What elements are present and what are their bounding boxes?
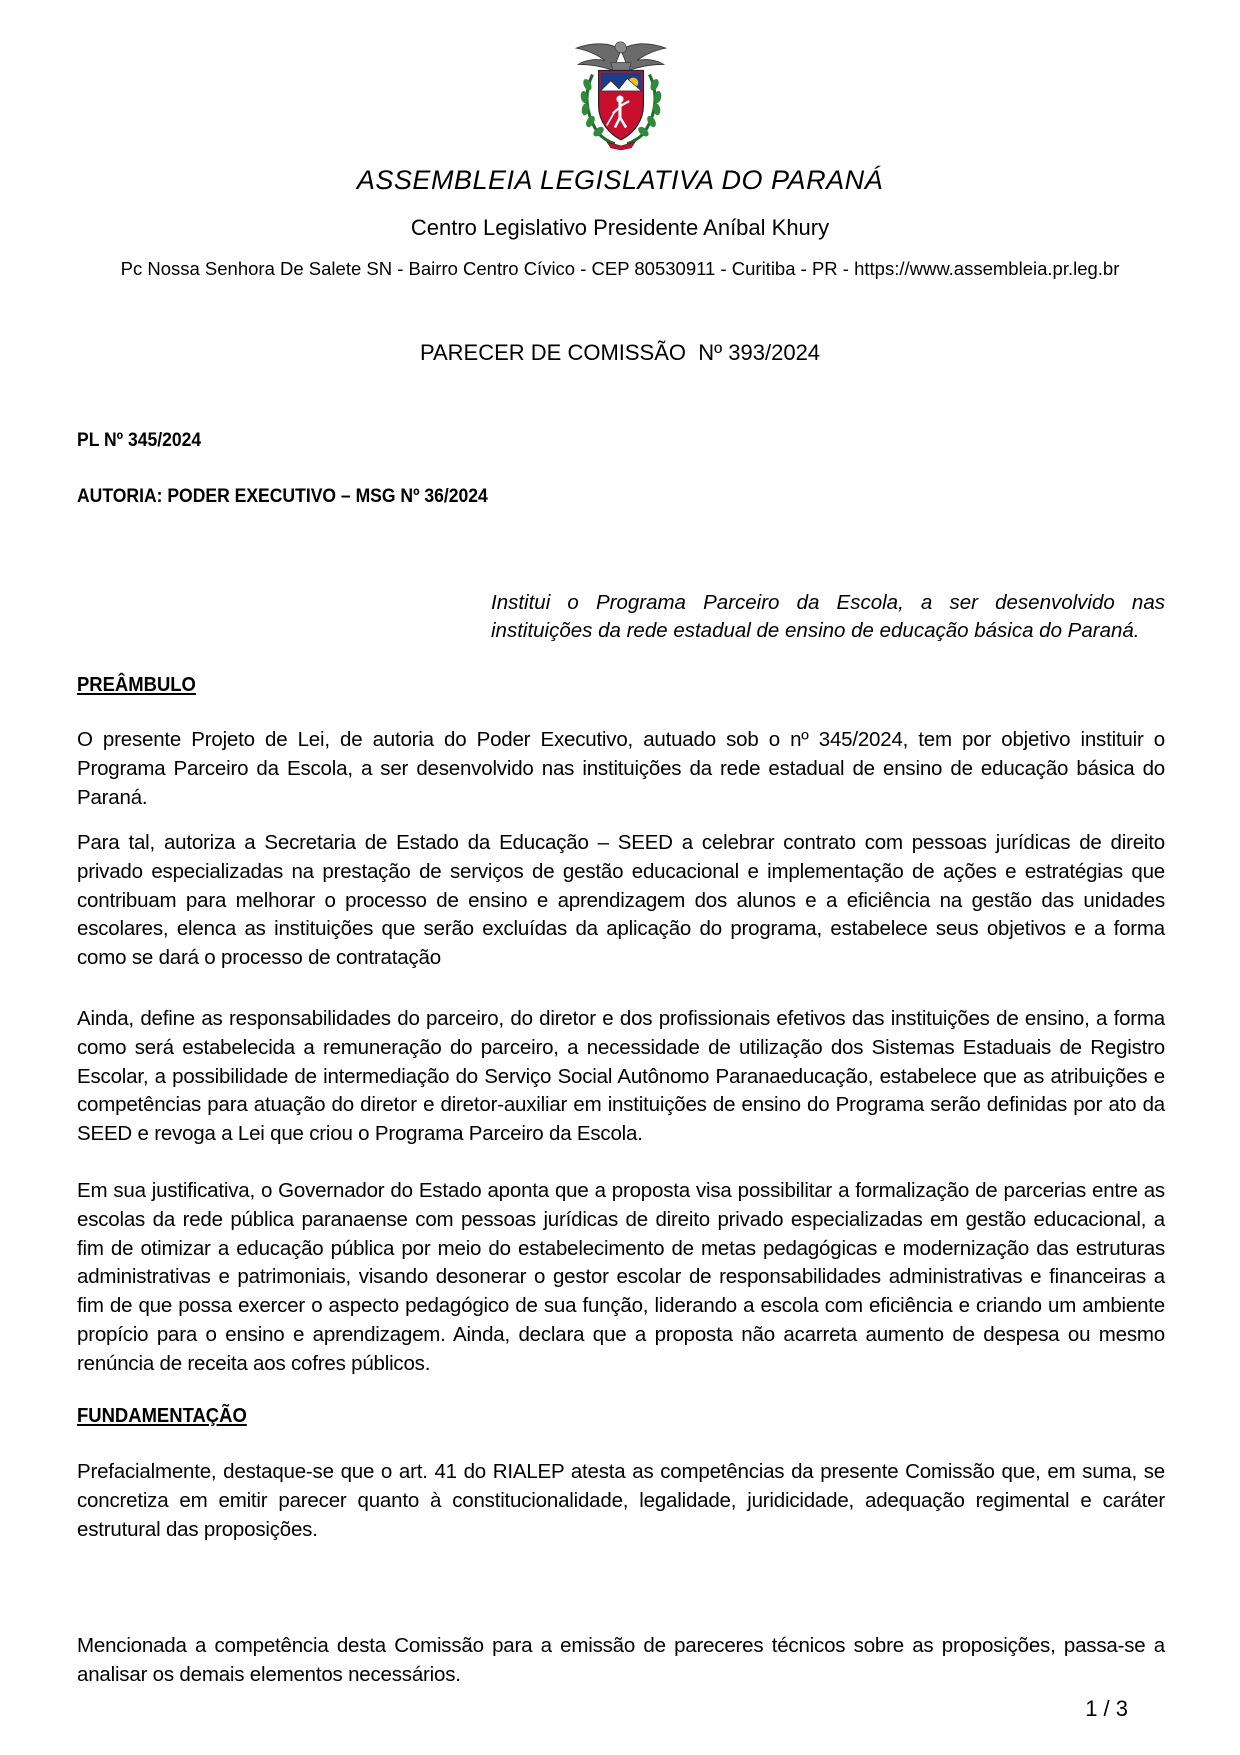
preamble-paragraph: Para tal, autoriza a Secretaria de Estado da Educação – SEED a celebrar contrato com pessoas jurídicas de direito privado especializadas na prestação de serviços de gestão educacional e implementação de ações e estratégias que contribuam para melhorar o processo de ensino e aprendizagem dos alunos e a eficiência na gestão das unidades escolares, elenca as instituições que serão excluídas da aplicação do programa, estabelece seus objetivos e a forma como se dará o processo de contratação — [77, 831, 1165, 970]
legislative-center-name: Centro Legislativo Presidente Aníbal Khury — [410, 215, 830, 240]
page-number: 1 / 3 — [1085, 1696, 1128, 1721]
institution-address: Pc Nossa Senhora De Salete SN - Bairro Centro Cívico - CEP 80530911 - Curitiba - PR - https://www.assembleia.pr.leg.br — [120, 258, 1120, 279]
ementa: Institui o Programa Parceiro da Escola, a ser desenvolvido nas instituições da rede estadual de ensino de educação básica do Paraná. — [491, 591, 1165, 642]
fundamentacao-paragraph: Prefacialmente, destaque-se que o art. 41 do RIALEP atesta as competências da presente Comissão que, em suma, se concretiza em emitir parecer quanto à constitucionalidade, legalidade, juridicidade, adequação regimental e caráter estrutural das proposições. — [77, 1460, 1165, 1541]
document-title: PARECER DE COMISSÃO Nº 393/2024 — [419, 340, 821, 365]
fundamentacao-paragraph: Mencionada a competência desta Comissão para a emissão de pareceres técnicos sobre as proposições, passa-se a analisar os demais elementos necessários. — [77, 1634, 1165, 1686]
preamble-paragraph: Em sua justificativa, o Governador do Estado aponta que a proposta visa possibilitar a formalização de parcerias entre as escolas da rede pública paranaense com pessoas jurídicas de direito privado especializadas em gestão educacional, a fim de otimizar a educação pública por meio do estabelecimento de metas pedagógicas e modernização das estruturas administrativas e patrimoniais, visando desonerar o gestor escolar de responsabilidades administrativas e financeiras a fim de que possa exercer o aspecto pedagógico de sua função, liderando a escola com eficiência e criando um ambiente propício para o ensino e aprendizagem. Ainda, declara que a proposta não acarreta aumento de despesa ou mesmo renúncia de receita aos cofres públicos. — [77, 1179, 1165, 1375]
authorship: AUTORIA: PODER EXECUTIVO – MSG Nº 36/2024 — [77, 485, 488, 507]
preamble-paragraph: O presente Projeto de Lei, de autoria do Poder Executivo, autuado sob o nº 345/2024, tem por objetivo instituir o Programa Parceiro da Escola, a ser desenvolvido nas instituições da rede estadual de ensino de educação básica do Paraná. — [77, 728, 1165, 809]
parana-coat-of-arms-icon — [570, 40, 672, 152]
fundamentacao-heading: FUNDAMENTAÇÃO — [77, 1404, 247, 1427]
institution-name: ASSEMBLEIA LEGISLATIVA DO PARANÁ — [356, 165, 884, 195]
preamble-paragraph: Ainda, define as responsabilidades do parceiro, do diretor e dos profissionais efetivos das instituições de ensino, a forma como será estabelecida a remuneração do parceiro, a necessidade de utilização dos Sistemas Estaduais de Registro Escolar, a possibilidade de intermediação do Serviço Social Autônomo Paranaeducação, estabelece que as atribuições e competências para atuação do diretor e diretor-auxiliar em instituições de ensino do Programa serão definidas por ato da SEED e revoga a Lei que criou o Programa Parceiro da Escola. — [77, 1007, 1165, 1146]
bill-number: PL Nº 345/2024 — [77, 429, 202, 451]
preamble-heading: PREÂMBULO — [77, 673, 196, 696]
